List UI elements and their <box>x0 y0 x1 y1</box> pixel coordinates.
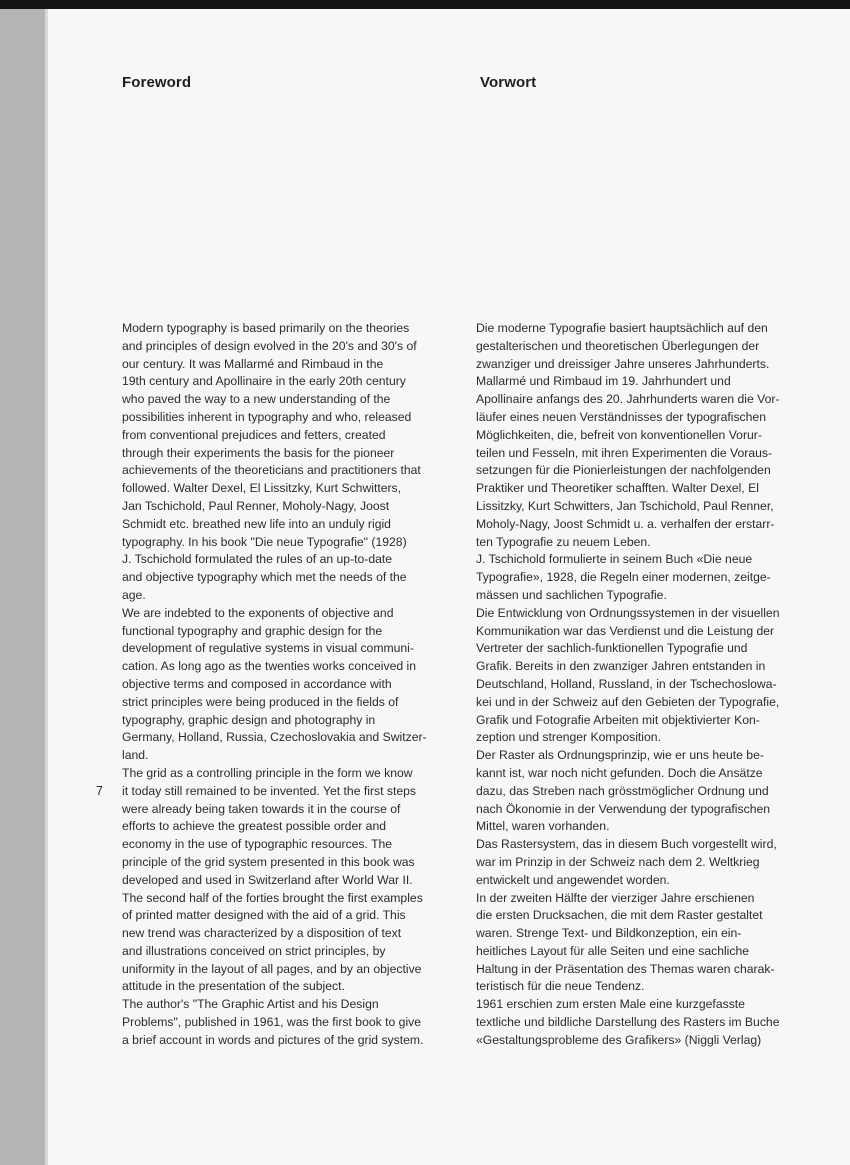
text-line: setzungen für die Pionierleistungen der nachfolgenden <box>476 463 771 478</box>
text-line: Germany, Holland, Russia, Czechoslovakia and Switzer- <box>122 730 427 745</box>
page-edge <box>45 9 48 1165</box>
text-line: principle of the grid system presented in this book was <box>122 854 415 869</box>
text-line: achievements of the theoreticians and practitioners that <box>122 463 421 478</box>
english-text-column <box>122 320 467 1050</box>
text-line: teristisch für die neue Tendenz. <box>476 979 645 994</box>
text-line: Deutschland, Holland, Russland, in der Tschechoslowa- <box>476 676 777 691</box>
text-line: Haltung in der Präsentation des Themas waren charak- <box>476 961 775 976</box>
text-line: Lissitzky, Kurt Schwitters, Jan Tschichold, Paul Renner, <box>476 498 774 513</box>
text-line: Vertreter der sachlich-funktionellen Typografie und <box>476 641 748 656</box>
text-line: die ersten Drucksachen, die mit dem Raster gestaltet <box>476 908 763 923</box>
text-line: textliche und bildliche Darstellung des Rasters im Buche <box>476 1015 780 1030</box>
text-line: and objective typography which met the needs of the <box>122 570 407 585</box>
text-line: Schmidt etc. breathed new life into an unduly rigid <box>122 516 391 531</box>
text-line: 19th century and Apollinaire in the early 20th century <box>122 374 406 389</box>
text-line: strict principles were being produced in the fields of <box>122 694 399 709</box>
text-line: land. <box>122 748 149 763</box>
german-text-column <box>476 320 842 1050</box>
text-line: developed and used in Switzerland after World War II. <box>122 872 413 887</box>
text-line: war im Prinzip in der Schweiz nach dem 2. Weltkrieg <box>476 854 760 869</box>
text-line: Modern typography is based primarily on the theories <box>122 321 410 335</box>
text-line: The second half of the forties brought the first examples <box>122 890 423 905</box>
text-line: zwanziger und dreissiger Jahre unseres Jahrhunderts. <box>476 356 770 371</box>
text-line: age. <box>122 587 146 602</box>
text-line: Mittel, waren vorhanden. <box>476 819 610 834</box>
text-line: a brief account in words and pictures of the grid system. <box>122 1032 424 1047</box>
text-line: our century. It was Mallarmé and Rimbaud in the <box>122 356 384 371</box>
text-line: waren. Strenge Text- und Bildkonzeption, ein ein- <box>476 926 742 941</box>
text-line: Typografie», 1928, die Regeln einer modernen, zeitge- <box>476 570 771 585</box>
text-line: dazu, das Streben nach grösstmöglicher Ordnung und <box>476 783 769 798</box>
page-number: 7 <box>96 784 103 798</box>
text-line: Praktiker und Theoretiker schafften. Walter Dexel, El <box>476 481 759 496</box>
text-line: efforts to achieve the greatest possible order and <box>122 819 387 834</box>
text-line: In der zweiten Hälfte der vierziger Jahre erschienen <box>476 890 755 905</box>
text-line: Der Raster als Ordnungsprinzip, wie er uns heute be- <box>476 748 764 763</box>
text-line: heitliches Layout für alle Seiten und eine sachliche <box>476 943 750 958</box>
text-line: entwickelt und angewendet worden. <box>476 872 670 887</box>
text-line: «Gestaltungsprobleme des Grafikers» (Niggli Verlag) <box>476 1032 762 1047</box>
text-line: 1961 erschien zum ersten Male eine kurzgefasste <box>476 997 745 1012</box>
text-line: economy in the use of typographic resources. The <box>122 837 393 852</box>
text-line: possibilities inherent in typography and who, released <box>122 409 412 424</box>
text-line: and principles of design evolved in the 20's and 30's of <box>122 338 417 353</box>
text-line: from conventional prejudices and fetters, created <box>122 427 386 442</box>
text-line: cation. As long ago as the twenties works conceived in <box>122 659 417 674</box>
text-line: attitude in the presentation of the subject. <box>122 979 345 994</box>
book-gutter-shadow <box>0 9 45 1165</box>
text-line: J. Tschichold formulierte in seinem Buch «Die neue <box>476 552 753 567</box>
text-line: through their experiments the basis for the pioneer <box>122 445 395 460</box>
text-line: followed. Walter Dexel, El Lissitzky, Kurt Schwitters, <box>122 481 402 496</box>
text-line: Moholy-Nagy, Joost Schmidt u. a. verhalfen der erstarr- <box>476 516 775 531</box>
text-line: Jan Tschichold, Paul Renner, Moholy-Nagy, Joost <box>122 498 390 513</box>
text-line: development of regulative systems in visual communi- <box>122 641 414 656</box>
text-line: Die moderne Typografie basiert hauptsächlich auf den <box>476 321 768 335</box>
text-line: gestalterischen und theoretischen Überlegungen der <box>476 338 760 353</box>
text-line: Apollinaire anfangs des 20. Jahrhunderts waren die Vor- <box>476 392 780 407</box>
text-line: Grafik. Bereits in den zwanziger Jahren entstanden in <box>476 659 766 674</box>
heading-vorwort: Vorwort <box>480 74 537 91</box>
text-line: uniformity in the layout of all pages, and by an objective <box>122 961 422 976</box>
text-line: The grid as a controlling principle in the form we know <box>122 765 413 780</box>
text-line: Kommunikation war das Verdienst und die Leistung der <box>476 623 775 638</box>
text-line: teilen und Fesseln, mit ihren Experimenten die Voraus- <box>476 445 773 460</box>
text-line: The author's "The Graphic Artist and his Design <box>122 997 379 1012</box>
text-line: Möglichkeiten, die, befreit von konventionellen Vorur- <box>476 427 762 442</box>
text-line: objective terms and composed in accordance with <box>122 676 392 691</box>
text-line: typography, graphic design and photography in <box>122 712 376 727</box>
text-line: Die Entwicklung von Ordnungssystemen in der visuellen <box>476 605 780 620</box>
text-line: functional typography and graphic design for the <box>122 623 383 638</box>
text-line: Grafik und Fotografie Arbeiten mit objektivierter Kon- <box>476 712 760 727</box>
text-line: nach Ökonomie in der Verwendung der typografischen <box>476 801 771 816</box>
text-line: J. Tschichold formulated the rules of an up-to-date <box>122 552 393 567</box>
text-line: zeption und strenger Komposition. <box>476 730 661 745</box>
text-line: Mallarmé und Rimbaud im 19. Jahrhundert und <box>476 374 731 389</box>
text-line: it today still remained to be invented. Yet the first steps <box>122 783 417 798</box>
text-line: We are indebted to the exponents of objective and <box>122 605 394 620</box>
text-line: and illustrations conceived on strict principles, by <box>122 943 386 958</box>
text-line: läufer eines neuen Verständnisses der typografischen <box>476 409 766 424</box>
text-line: who paved the way to a new understanding of the <box>122 392 391 407</box>
text-line: ten Typografie zu neuem Leben. <box>476 534 651 549</box>
text-line: of printed matter designed with the aid of a grid. This <box>122 908 406 923</box>
text-line: Das Rastersystem, das in diesem Buch vorgestellt wird, <box>476 837 777 852</box>
text-line: Problems", published in 1961, was the first book to give <box>122 1015 422 1030</box>
text-line: kei und in der Schweiz auf den Gebieten der Typografie, <box>476 694 780 709</box>
text-line: mässen und sachlichen Typografie. <box>476 587 667 602</box>
text-line: new trend was characterized by a disposition of text <box>122 926 402 941</box>
text-line: kannt ist, war noch nicht gefunden. Doch die Ansätze <box>476 765 763 780</box>
text-line: typography. In his book "Die neue Typografie" (1928) <box>122 534 407 549</box>
heading-foreword: Foreword <box>122 74 192 91</box>
text-line: were already being taken towards it in the course of <box>122 801 401 816</box>
scan-top-border <box>0 0 850 9</box>
